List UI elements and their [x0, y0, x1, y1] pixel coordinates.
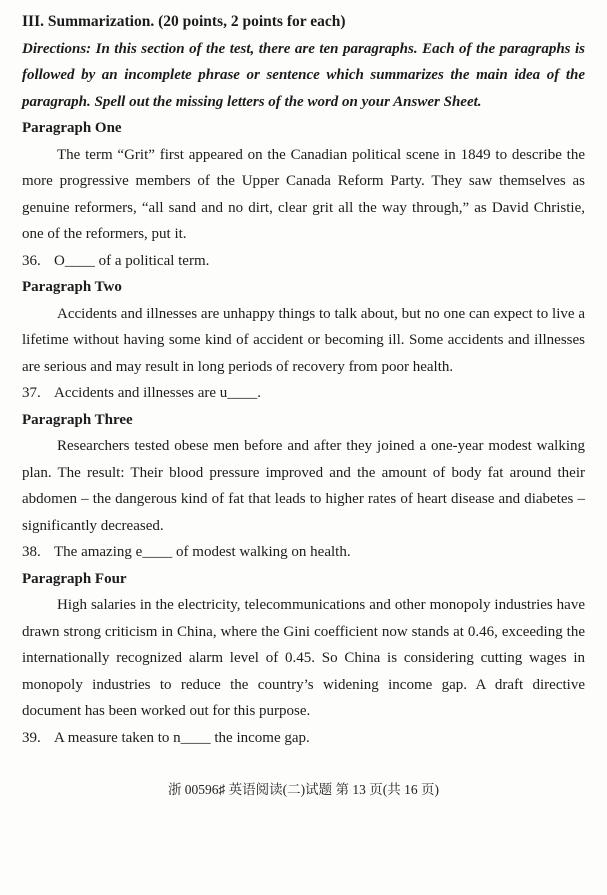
- question-38-text: The amazing e____ of modest walking on health.: [54, 544, 351, 560]
- question-39-text: A measure taken to n____ the income gap.: [54, 729, 310, 746]
- question-36-number: 36.: [22, 252, 41, 269]
- paragraph-four-body: High salaries in the electricity, telecommunications and other monopoly industries have drawn strong criticism in China, where the Gini coefficient now stands at 0.46, exceeding the internationally recognized alarm level of 0.45. So China is considering cutting wages in monopoly industries to reduce the country’s widening income gap. A draft directive document has been worked out for this purpose.: [22, 597, 585, 719]
- question-37: [22, 380, 585, 407]
- question-36: [22, 248, 585, 275]
- paragraph-one-body: The term “Grit” first appeared on the Canadian political scene in 1849 to describe the more progressive members of the Upper Canada Reform Party. They saw themselves as genuine reformers, “all sand and no dirt, clear grit all the way through,” as David Christie, one of the reformers, put it.: [22, 146, 585, 242]
- paragraph-two-body: Accidents and illnesses are unhappy things to talk about, but no one can expect to live a lifetime without having some kind of accident or becoming ill. Some accidents and illnesses are serious and may result in long periods of recovery from poor health.: [22, 305, 585, 375]
- directions-text: Directions: In this section of the test, there are ten paragraphs. Each of the paragraphs is followed by an incomplete phrase or sentence which summarizes the main idea of the paragraph. Spell out the missing letters of the word on your Answer Sheet.: [22, 40, 585, 110]
- paragraph-two-heading: Paragraph Two: [22, 279, 122, 295]
- question-39: [22, 725, 585, 752]
- question-36-text: O____ of a political term.: [54, 252, 210, 269]
- question-37-number: 37.: [22, 385, 41, 401]
- question-39-number: 39.: [22, 729, 41, 746]
- section-title: III. Summarization. (20 points, 2 points for each): [22, 13, 346, 30]
- question-38: [22, 539, 585, 566]
- paragraph-one-heading: Paragraph One: [22, 120, 122, 136]
- paragraph-three-heading: Paragraph Three: [22, 411, 133, 428]
- paragraph-four-heading: Paragraph Four: [22, 570, 127, 587]
- page-footer: 浙 00596♯ 英语阅读(二)试题 第 13 页(共 16 页): [167, 782, 440, 797]
- paragraph-three-body: Researchers tested obese men before and after they joined a one-year modest walking plan. The result: Their blood pressure improved and the amount of body fat around their abdomen – the dangerous kind of fat that leads to higher rates of heart disease and diabetes – significantly decreased.: [22, 438, 585, 534]
- question-37-text: Accidents and illnesses are u____.: [54, 385, 262, 401]
- question-38-number: 38.: [22, 544, 41, 560]
